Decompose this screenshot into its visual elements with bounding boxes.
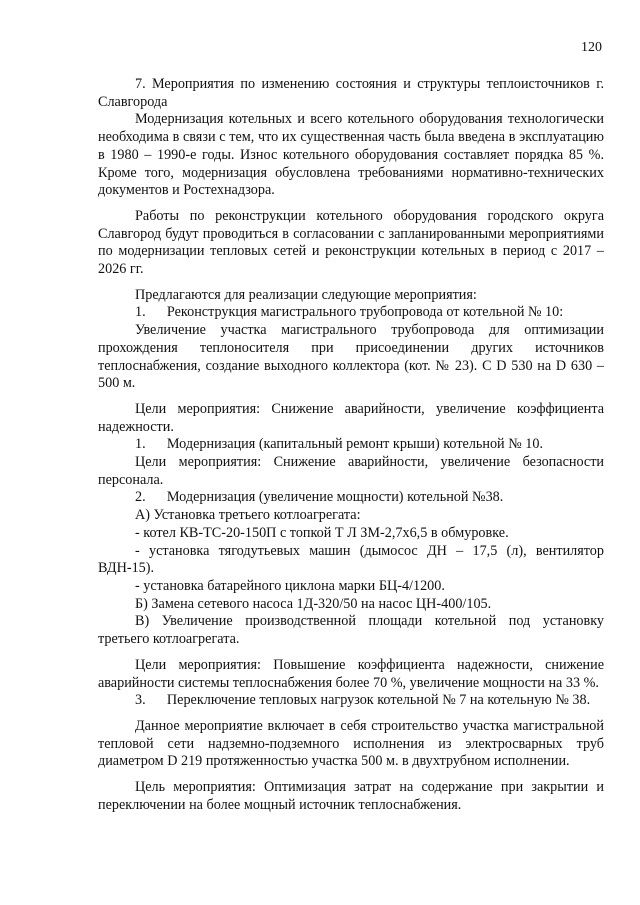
list-item-switching: 3. Переключение тепловых нагрузок котельной № 7 на котельную № 38. bbox=[135, 692, 591, 709]
sub-item-cyclone: - установка батарейного циклона марки БЦ-4/1200. bbox=[135, 577, 445, 594]
list-item-boiler-38: 2. Модернизация (увеличение мощности) котельной №38. bbox=[135, 489, 504, 506]
section-heading: 7. Мероприятия по изменению состояния и структуры теплоисточников г. Славгорода bbox=[98, 76, 604, 110]
paragraph-goals-2: Цели мероприятия: Снижение аварийности, увеличение безопасности персонала. bbox=[98, 454, 604, 488]
sub-item-a: А) Установка третьего котлоагрегата: bbox=[135, 507, 361, 524]
paragraph-modernization: Модернизация котельных и всего котельного оборудования технологически необходима в связи с тем, что их существенная часть была введена в эксплуатацию в 1980 – 1990-е годы. Износ котельного оборудования составляет порядка 85 %. Кроме того, модернизация обусловлена требованиями нормативно-технических документов и Ростехнадзора. bbox=[98, 111, 604, 199]
page-number: 120 bbox=[581, 40, 602, 55]
list-item-reconstruction: 1. Реконструкция магистрального трубопровода от котельной № 10: bbox=[135, 304, 564, 321]
list-item-roof: 1. Модернизация (капитальный ремонт крыши) котельной № 10. bbox=[135, 436, 544, 453]
sub-item-fans: - установка тягодутьевых машин (дымосос ДН – 17,5 (л), вентилятор ВДН-15). bbox=[98, 542, 604, 577]
paragraph-works: Работы по реконструкции котельного оборудования городского округа Славгород будут проводиться в согласовании с запланированными мероприятиями по модернизации тепловых сетей и реконструкции котельных в период с 2017 – 2026 гг. bbox=[98, 207, 604, 278]
paragraph-pipeline: Увеличение участка магистрального трубопровода для оптимизации прохождения теплоносителя при присоединении других источников теплоснабжения, создание выходного коллектора (кот. № 23). С D 530 на D 630 – 500 м. bbox=[98, 322, 604, 392]
document-body bbox=[98, 76, 604, 814]
paragraph-goals-1: Цели мероприятия: Снижение аварийности, увеличение коэффициента надежности. bbox=[98, 400, 604, 435]
sub-item-boiler: - котел КВ-ТС-20-150П с топкой Т Л ЗМ-2,7х6,5 в обмуровке. bbox=[135, 524, 509, 541]
paragraph-construction: Данное мероприятие включает в себя строительство участка магистральной тепловой сети надземно-подземного исполнения из электросварных труб диаметром D 219 протяженностью участка 500 м. в двухтрубном исполнении. bbox=[98, 717, 604, 770]
paragraph-goal-4: Цель мероприятия: Оптимизация затрат на содержание при закрытии и переключении на более мощный источник теплоснабжения. bbox=[98, 779, 604, 813]
sub-item-b: Б) Замена сетевого насоса 1Д-320/50 на насос ЦН-400/105. bbox=[135, 595, 492, 612]
paragraph-goals-3: Цели мероприятия: Повышение коэффициента надежности, снижение аварийности системы теплоснабжения более 70 %, увеличение мощности на 33 %. bbox=[98, 656, 604, 691]
paragraph-proposed: Предлагаются для реализации следующие мероприятия: bbox=[135, 286, 477, 303]
sub-item-v: В) Увеличение производственной площади котельной под установку третьего котлоагрегата. bbox=[98, 613, 604, 648]
